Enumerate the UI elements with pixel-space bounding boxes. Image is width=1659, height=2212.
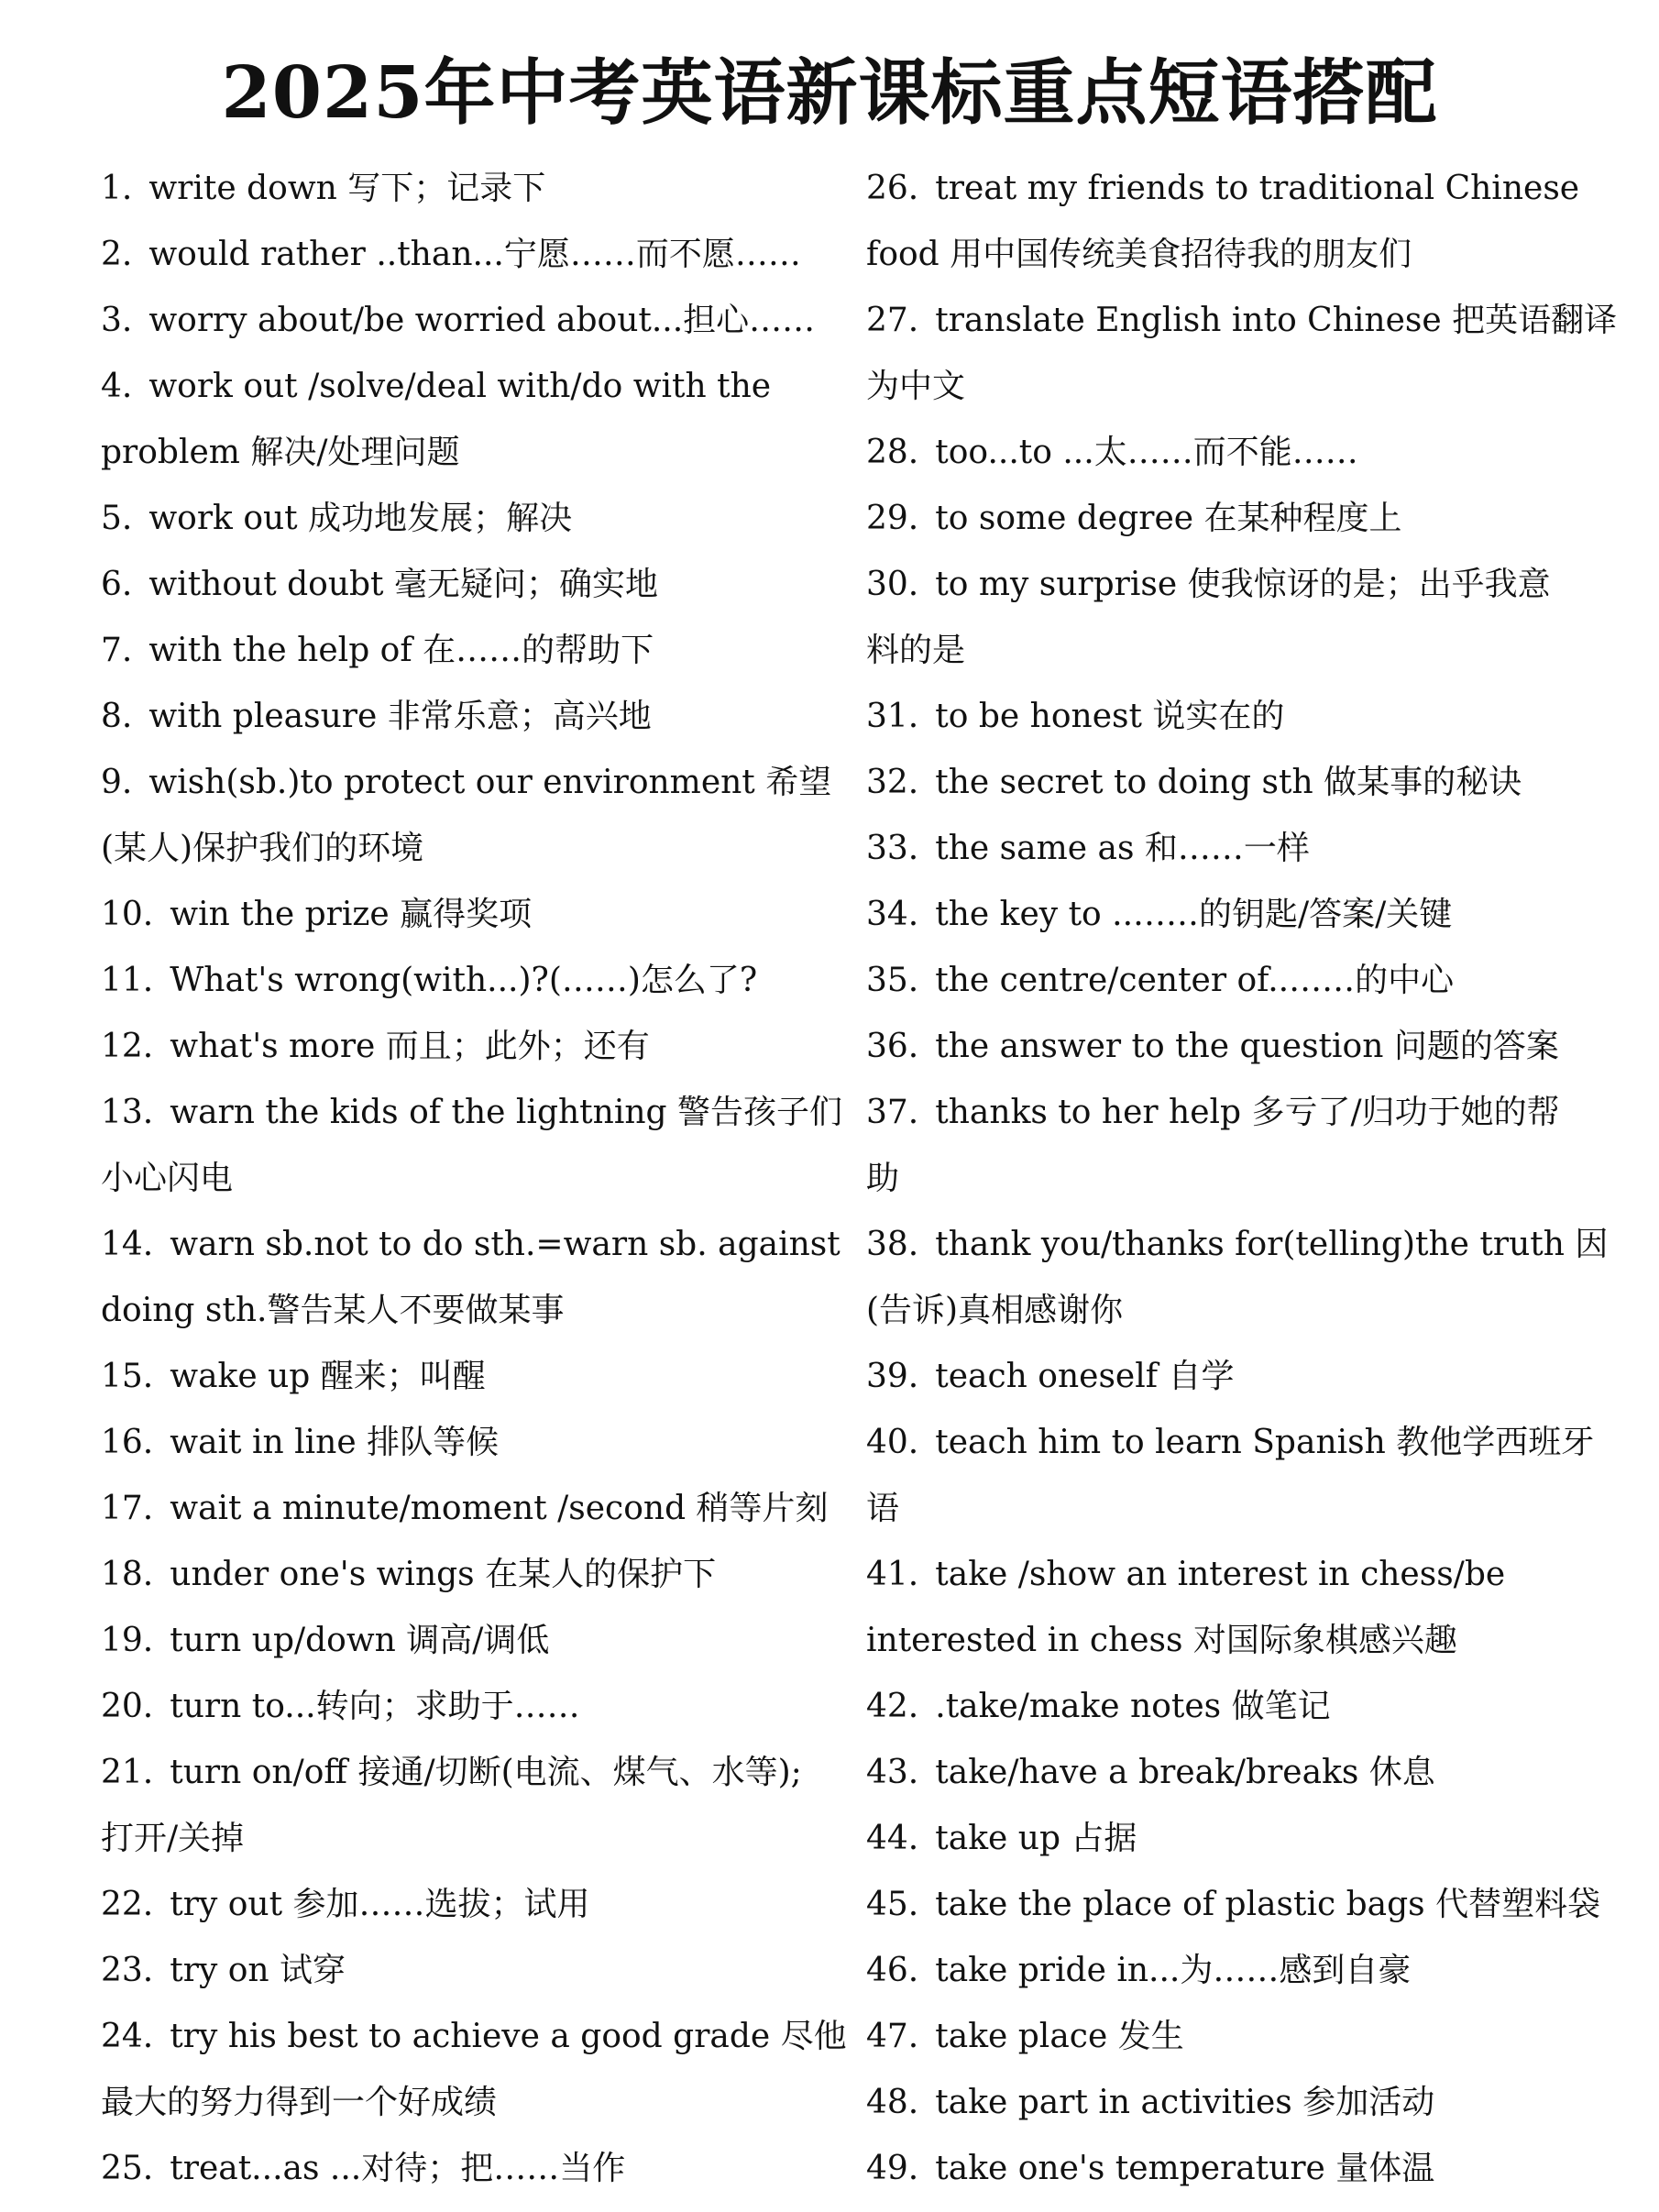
item-number: 11.: [101, 962, 154, 999]
phrase-item: [101, 354, 807, 420]
phrase-item: [101, 1674, 807, 1740]
phrase-text: with the help of 在……的帮助下: [148, 632, 654, 669]
phrase-text: 为中文: [866, 368, 966, 405]
phrase-text: try out 参加……选拔；试用: [170, 1886, 590, 1923]
phrase-item: [866, 948, 1563, 1014]
item-number: 5.: [101, 500, 133, 537]
phrase-item: [101, 288, 816, 354]
phrase-item: [101, 1542, 807, 1608]
phrase-text: work out /solve/deal with/do with the: [148, 368, 772, 405]
item-number: 47.: [866, 2018, 919, 2055]
phrase-item: [101, 1608, 807, 1674]
item-number: 24.: [101, 2018, 154, 2055]
phrase-text: turn up/down 调高/调低: [170, 1622, 550, 1659]
phrase-item: [866, 1938, 1563, 2004]
item-number: 4.: [101, 368, 133, 405]
page-title: 2025年中考英语新课标重点短语搭配: [221, 51, 1438, 135]
phrase-item: [101, 684, 807, 750]
phrase-continuation: [101, 420, 807, 486]
item-number: 7.: [101, 632, 133, 669]
phrase-continuation: [101, 1278, 807, 1344]
phrase-text: 打开/关掉: [101, 1820, 245, 1857]
phrase-item: [866, 1212, 1609, 1278]
phrase-item: [866, 2004, 1563, 2070]
phrase-text: What's wrong(with...)?(……)怎么了?: [170, 962, 758, 999]
phrase-continuation: [101, 1146, 807, 1212]
phrase-item: [101, 1344, 807, 1410]
phrase-text: warn the kids of the lightning 警告孩子们: [170, 1094, 843, 1131]
phrase-text: wake up 醒来；叫醒: [170, 1358, 486, 1395]
phrase-text: the key to ..……的钥匙/答案/关键: [935, 896, 1453, 933]
phrase-text: take the place of plastic bags 代替塑料袋: [935, 1886, 1601, 1923]
phrase-item: [101, 1014, 807, 1080]
phrase-continuation: [866, 1146, 1563, 1212]
phrase-text: 料的是: [866, 632, 966, 669]
phrase-text: doing sth.警告某人不要做某事: [101, 1292, 565, 1329]
phrase-item: [866, 1344, 1563, 1410]
phrase-text: take pride in...为……感到自豪: [935, 1952, 1412, 1989]
item-number: 32.: [866, 764, 919, 801]
item-number: 8.: [101, 698, 133, 735]
phrase-item: [866, 486, 1563, 552]
phrase-item: [101, 1938, 807, 2004]
item-number: 35.: [866, 962, 919, 999]
phrase-item: [101, 486, 807, 552]
item-number: 9.: [101, 764, 133, 801]
phrase-item: [101, 2136, 807, 2202]
item-number: 16.: [101, 1424, 154, 1461]
phrase-item: [101, 618, 807, 684]
phrase-item: [101, 1740, 807, 1806]
item-number: 34.: [866, 896, 919, 933]
item-number: 27.: [866, 302, 919, 339]
phrase-item: [101, 1872, 807, 1938]
item-number: 26.: [866, 170, 919, 207]
item-number: 23.: [101, 1952, 154, 1989]
item-number: 15.: [101, 1358, 154, 1395]
item-number: 48.: [866, 2084, 919, 2121]
item-number: 1.: [101, 170, 133, 207]
phrase-text: take/have a break/breaks 休息: [935, 1754, 1435, 1791]
phrase-text: take part in activities 参加活动: [935, 2084, 1435, 2121]
phrase-text: wait in line 排队等候: [170, 1424, 500, 1461]
phrase-continuation: [866, 1608, 1563, 1674]
item-number: 28.: [866, 434, 919, 471]
phrase-item: [866, 1014, 1563, 1080]
phrase-continuation: [866, 354, 1563, 420]
phrase-continuation: [101, 1806, 807, 1872]
phrase-text: food 用中国传统美食招待我的朋友们: [866, 236, 1412, 273]
phrase-item: [101, 750, 832, 816]
phrase-text: take up 占据: [935, 1820, 1137, 1857]
item-number: 42.: [866, 1688, 919, 1725]
phrase-text: too...to ...太……而不能……: [935, 434, 1358, 471]
item-number: 12.: [101, 1028, 154, 1065]
item-number: 18.: [101, 1556, 154, 1593]
item-number: 46.: [866, 1952, 919, 1989]
phrase-text: without doubt 毫无疑问；确实地: [148, 566, 658, 603]
phrase-text: 最大的努力得到一个好成绩: [101, 2084, 498, 2121]
phrase-item: [866, 816, 1563, 882]
item-number: 37.: [866, 1094, 919, 1131]
phrase-text: take one's temperature 量体温: [935, 2150, 1435, 2187]
phrase-text: turn on/off 接通/切断(电流、煤气、水等);: [170, 1754, 802, 1791]
phrase-text: try his best to achieve a good grade 尽他: [170, 2018, 847, 2055]
item-number: 41.: [866, 1556, 919, 1593]
item-number: 39.: [866, 1358, 919, 1395]
item-number: 6.: [101, 566, 133, 603]
phrase-text: (某人)保护我们的环境: [101, 830, 424, 867]
phrase-item: [101, 1212, 840, 1278]
phrase-text: the secret to doing sth 做某事的秘诀: [935, 764, 1522, 801]
phrase-item: [866, 1542, 1563, 1608]
phrase-text: wish(sb.)to protect our environment 希望: [148, 764, 832, 801]
phrase-item: [866, 684, 1563, 750]
phrase-item: [101, 882, 807, 948]
phrase-item: [101, 1080, 843, 1146]
phrase-item: [866, 1740, 1563, 1806]
phrase-text: the centre/center of..……的中心: [935, 962, 1455, 999]
phrase-text: what's more 而且；此外；还有: [170, 1028, 650, 1065]
item-number: 44.: [866, 1820, 919, 1857]
item-number: 45.: [866, 1886, 919, 1923]
phrase-item: [866, 552, 1563, 618]
phrase-text: translate English into Chinese 把英语翻译: [935, 302, 1618, 339]
phrase-text: the answer to the question 问题的答案: [935, 1028, 1559, 1065]
phrase-item: [866, 1080, 1563, 1146]
phrase-item: [866, 288, 1618, 354]
phrase-text: work out 成功地发展；解决: [148, 500, 573, 537]
item-number: 2.: [101, 236, 133, 273]
phrase-item: [101, 948, 807, 1014]
phrase-item: [866, 420, 1563, 486]
item-number: 3.: [101, 302, 133, 339]
phrase-text: warn sb.not to do sth.=warn sb. against: [170, 1226, 840, 1263]
item-number: 22.: [101, 1886, 154, 1923]
phrase-continuation: [866, 618, 1563, 684]
item-number: 21.: [101, 1754, 154, 1791]
phrase-text: problem 解决/处理问题: [101, 434, 460, 471]
phrase-item: [866, 1872, 1601, 1938]
phrase-item: [866, 2070, 1563, 2136]
phrase-text: 助: [866, 1160, 900, 1197]
item-number: 20.: [101, 1688, 154, 1725]
phrase-text: (告诉)真相感谢你: [866, 1292, 1124, 1329]
phrase-text: with pleasure 非常乐意；高兴地: [148, 698, 652, 735]
phrase-text: try on 试穿: [170, 1952, 346, 1989]
phrase-text: .take/make notes 做笔记: [935, 1688, 1331, 1725]
phrase-continuation: [101, 2070, 807, 2136]
phrase-text: turn to...转向；求助于……: [170, 1688, 580, 1725]
phrase-item: [866, 1806, 1563, 1872]
item-number: 19.: [101, 1622, 154, 1659]
item-number: 36.: [866, 1028, 919, 1065]
phrase-text: to my surprise 使我惊讶的是；出乎我意: [935, 566, 1551, 603]
phrase-item: [101, 156, 807, 222]
item-number: 25.: [101, 2150, 154, 2187]
phrase-item: [866, 750, 1563, 816]
phrase-item: [101, 2004, 847, 2070]
phrase-continuation: [866, 222, 1563, 288]
item-number: 10.: [101, 896, 154, 933]
phrase-text: treat my friends to traditional Chinese: [935, 170, 1580, 207]
item-number: 33.: [866, 830, 919, 867]
phrase-text: 语: [866, 1490, 900, 1527]
phrase-item: [101, 1476, 829, 1542]
phrase-text: thank you/thanks for(telling)the truth 因: [935, 1226, 1609, 1263]
phrase-text: would rather ..than...宁愿……而不愿……: [148, 236, 801, 273]
right-column: [866, 156, 1618, 2202]
phrase-item: [101, 552, 807, 618]
phrase-text: thanks to her help 多亏了/归功于她的帮: [935, 1094, 1560, 1131]
phrase-item: [866, 1674, 1563, 1740]
item-number: 13.: [101, 1094, 154, 1131]
phrase-text: interested in chess 对国际象棋感兴趣: [866, 1622, 1457, 1659]
phrase-text: take place 发生: [935, 2018, 1184, 2055]
phrase-text: worry about/be worried about...担心……: [148, 302, 816, 339]
phrase-continuation: [866, 1476, 1563, 1542]
phrase-text: under one's wings 在某人的保护下: [170, 1556, 717, 1593]
item-number: 49.: [866, 2150, 919, 2187]
phrase-text: 小心闪电: [101, 1160, 234, 1197]
item-number: 29.: [866, 500, 919, 537]
item-number: 14.: [101, 1226, 154, 1263]
phrase-continuation: [866, 1278, 1563, 1344]
phrase-item: [866, 882, 1563, 948]
item-number: 40.: [866, 1424, 919, 1461]
left-column: [101, 156, 847, 2202]
phrase-item: [101, 222, 807, 288]
phrase-text: teach oneself 自学: [935, 1358, 1235, 1395]
phrase-text: write down 写下；记录下: [148, 170, 546, 207]
item-number: 38.: [866, 1226, 919, 1263]
phrase-text: take /show an interest in chess/be: [935, 1556, 1506, 1593]
phrase-item: [866, 1410, 1595, 1476]
phrase-text: the same as 和……一样: [935, 830, 1310, 867]
phrase-item: [101, 1410, 807, 1476]
item-number: 17.: [101, 1490, 154, 1527]
phrase-text: win the prize 赢得奖项: [170, 896, 533, 933]
item-number: 43.: [866, 1754, 919, 1791]
phrase-text: teach him to learn Spanish 教他学西班牙: [935, 1424, 1595, 1461]
phrase-text: treat...as ...对待；把……当作: [170, 2150, 626, 2187]
phrase-text: wait a minute/moment /second 稍等片刻: [170, 1490, 829, 1527]
phrase-item: [866, 156, 1580, 222]
phrase-continuation: [101, 816, 807, 882]
phrase-text: to be honest 说实在的: [935, 698, 1285, 735]
phrase-item: [866, 2136, 1563, 2202]
phrase-text: to some degree 在某种程度上: [935, 500, 1402, 537]
item-number: 30.: [866, 566, 919, 603]
item-number: 31.: [866, 698, 919, 735]
